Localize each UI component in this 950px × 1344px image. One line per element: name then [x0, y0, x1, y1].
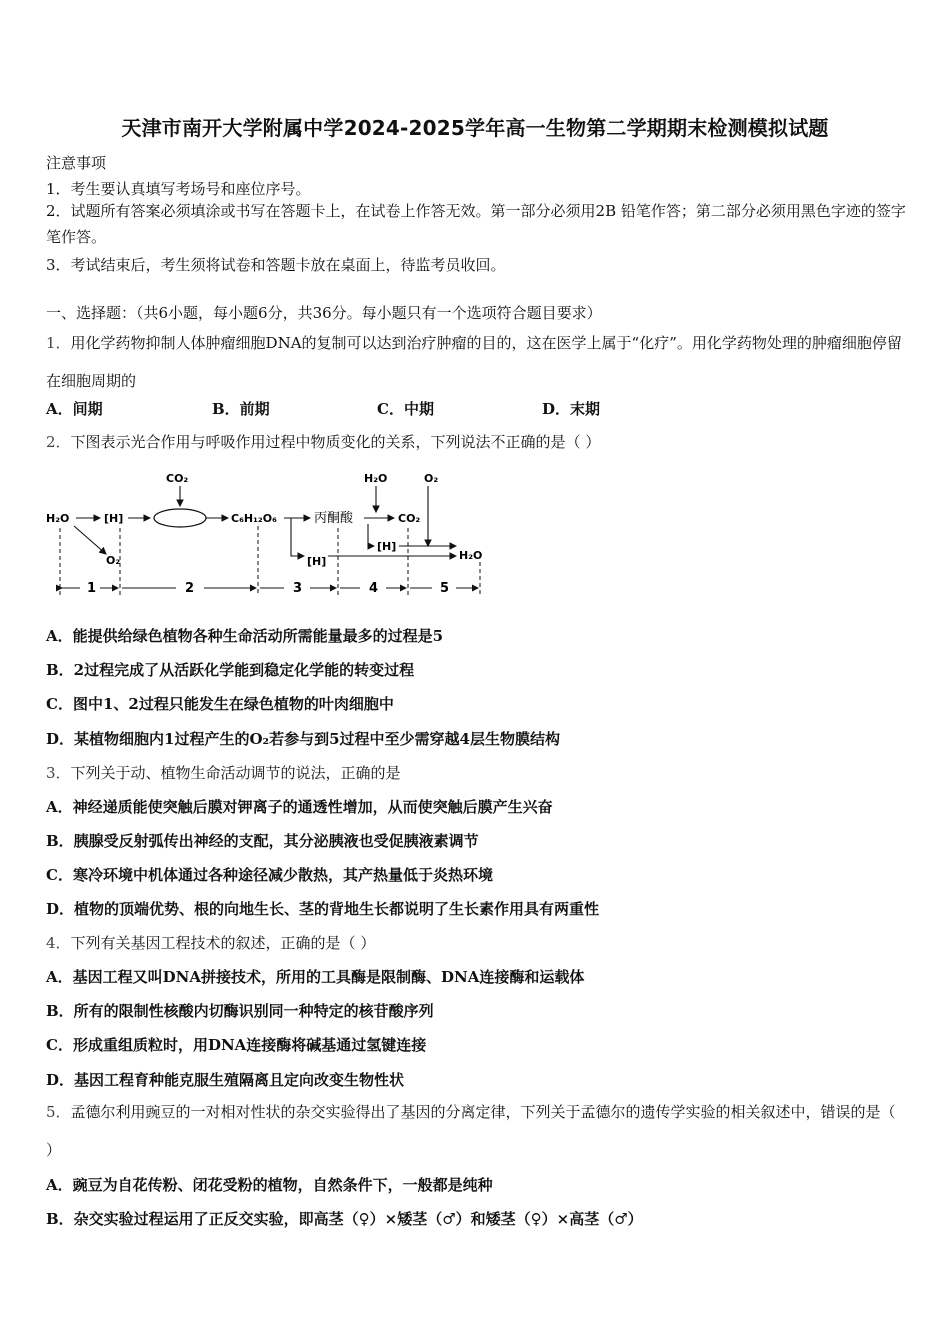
h2o-label: H₂O — [459, 549, 483, 562]
co2-label: CO₂ — [166, 472, 189, 485]
stage-label: 1 — [87, 581, 97, 596]
question-text: 下列有关基因工程技术的叙述，正确的是（ ） — [70, 934, 376, 952]
option-c: C．寒冷环境中机体通过各种途径减少散热，其产热量低于炎热环境 — [46, 866, 493, 884]
option-c: C．中期 — [377, 400, 434, 418]
option-c: C．形成重组质粒时，用DNA连接酶将碱基通过氢键连接 — [46, 1036, 427, 1054]
o2-label: O₂ — [106, 554, 121, 567]
question-number: 2． — [46, 433, 71, 451]
option-c: C．图中1、2过程只能发生在绿色植物的叶肉细胞中 — [46, 695, 394, 713]
question-text: 下图表示光合作用与呼吸作用过程中物质变化的关系，下列说法不正确的是（ ） — [70, 433, 601, 451]
question-number: 3． — [46, 764, 71, 782]
option-a: A．基因工程又叫DNA拼接技术，所用的工具酶是限制酶、DNA连接酶和运载体 — [46, 968, 585, 986]
o2-label: O₂ — [424, 472, 439, 485]
stage-label: 4 — [369, 581, 379, 596]
question-number: 4． — [46, 934, 71, 952]
cycle-ellipse — [154, 509, 206, 527]
question-3 — [46, 762, 401, 783]
option-a: A．神经递质能使突触后膜对钾离子的通透性增加，从而使突触后膜产生兴奋 — [46, 798, 553, 816]
question-text: 用化学药物抑制人体肿瘤细胞DNA的复制可以达到治疗肿瘤的目的，这在医学上属于“化疗”。用化学药物处理的肿瘤细胞停留在细胞周期的 — [46, 334, 902, 390]
option-a: A．豌豆为自花传粉、闭花受粉的植物，自然条件下，一般都是纯种 — [46, 1176, 493, 1194]
notice-heading: 注意事项 — [46, 154, 107, 172]
question-5 — [46, 1093, 906, 1169]
option-a: A．间期 — [46, 400, 103, 418]
option-b: B．前期 — [212, 400, 270, 418]
h2o-label: H₂O — [46, 512, 70, 525]
stage-label: 2 — [185, 581, 195, 596]
h2o-label: H₂O — [364, 472, 388, 485]
option-d: D．植物的顶端优势、根的向地生长、茎的背地生长都说明了生长素作用具有两重性 — [46, 900, 600, 918]
notice-item: 1．考生要认真填写考场号和座位序号。 — [46, 180, 311, 198]
question-4 — [46, 932, 375, 953]
question-text: 下列关于动、植物生命活动调节的说法，正确的是 — [70, 764, 401, 782]
question-text: 孟德尔利用豌豆的一对相对性状的杂交实验得出了基因的分离定律，下列关于孟德尔的遗传学实验的相关叙述中，错误的是（ ） — [46, 1103, 896, 1159]
option-d: D．末期 — [542, 400, 601, 418]
option-b: B．2过程完成了从活跃化学能到稳定化学能的转变过程 — [46, 661, 415, 679]
option-d: D．某植物细胞内1过程产生的O₂若参与到5过程中至少需穿越4层生物膜结构 — [46, 730, 560, 748]
notice-item: 2．试题所有答案必须填涂或书写在答题卡上，在试卷上作答无效。第一部分必须用2B 铅笔作答；第二部分必须用黑色字迹的签字笔作答。 — [46, 202, 906, 246]
question-number: 1． — [46, 334, 71, 352]
glucose-label: C₆H₁₂O₆ — [231, 512, 277, 525]
option-b: B．杂交实验过程运用了正反交实验，即高茎（♀）×矮茎（♂）和矮茎（♀）×高茎（♂） — [46, 1210, 643, 1228]
option-b: B．所有的限制性核酸内切酶识别同一种特定的核苷酸序列 — [46, 1002, 434, 1020]
co2-label: CO₂ — [398, 512, 421, 525]
question-number: 5． — [46, 1103, 71, 1121]
stage-label: 3 — [293, 581, 303, 596]
option-a: A．能提供给绿色植物各种生命活动所需能量最多的过程是5 — [46, 627, 444, 645]
stage-label: 5 — [440, 581, 450, 596]
question-1 — [46, 324, 906, 400]
question-2 — [46, 431, 600, 452]
option-b: B．胰腺受反射弧传出神经的支配，其分泌胰液也受促胰液素调节 — [46, 832, 479, 850]
notice-item: 3．考试结束后，考生须将试卷和答题卡放在桌面上，待监考员收回。 — [46, 256, 506, 274]
page-title: 天津市南开大学附属中学2024-2025学年高一生物第二学期期末检测模拟试题 — [121, 116, 829, 140]
section-heading: 一、选择题：（共6小题，每小题6分，共36分。每小题只有一个选项符合题目要求） — [46, 304, 602, 322]
h-label: [H] — [307, 555, 327, 568]
h-label: [H] — [377, 540, 397, 553]
h-label: [H] — [104, 512, 124, 525]
photosynthesis-respiration-diagram — [44, 466, 504, 602]
option-d: D．基因工程育种能克服生殖隔离且定向改变生物性状 — [46, 1071, 405, 1089]
pyruvate-label: 丙酮酸 — [314, 511, 354, 526]
